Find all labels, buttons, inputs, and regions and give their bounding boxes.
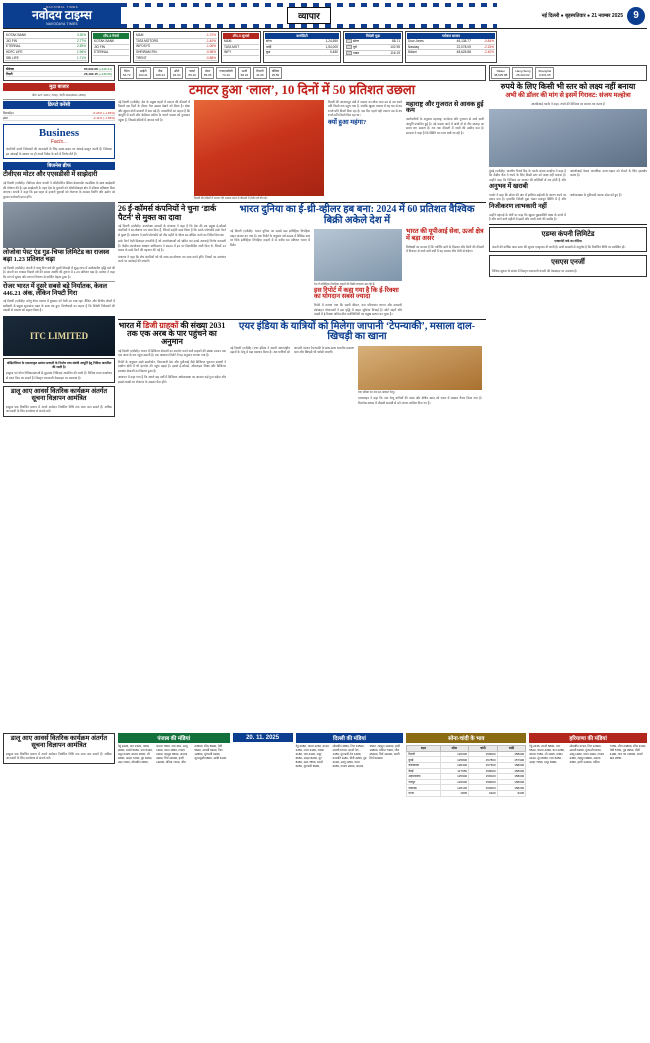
global-ticker-item: Hang Seng 25,220.02 — [512, 67, 533, 79]
flag-icon — [346, 45, 352, 49]
losers-rates-box: M&M -1.72% TATA MOTORS -1.40% INFOSYS -1.06% SHRIRAM FIN -0.98% TRENT -0.88% — [133, 31, 219, 63]
itc-ad-body: इच्छुक एवं योग्य निविदादाताओं से मुहरबंद निविदाएं आमंत्रित की जाती हैं। निविदा प्रपत्र कार्यालय से प्राप्त किए जा सकते हैं। विस्तृत जानकारी वेबसाइट पर उपलब्ध है। — [6, 371, 112, 380]
brief-text: नई दिल्ली (एजेंसी)। कंपनी ने चालू वित्त वर्ष की दूसरी तिमाही में शुद्ध लाभ में उल्लेखनीय वृद्धि दर्ज की है। कंपनी का राजस्व पिछले वर्ष की समान अवधि की तुलना में 1.23 प्रतिशत बढ़ा है। प्रबंधन ने कहा कि मांग में सुधार और लागत नियंत्रण से मार्जिन बेहतर हुआ है। — [3, 265, 115, 279]
sector-ticker — [118, 65, 486, 81]
crypto-section-head: क्रिप्टो करेंसी — [3, 101, 115, 109]
logo-sub-text: NAVODAYA TIMES — [46, 22, 78, 26]
global-table: Dow Jones 46,138.77 -0.84% Nasdaq 22,078.05 -2.15% Nikkei 48,625.88 -2.40% — [408, 39, 494, 55]
ticker-item: रिटेल 54.72 — [120, 67, 134, 79]
itc-ad-box — [3, 358, 115, 383]
business-facts-box — [3, 124, 115, 159]
global-market-box — [405, 31, 497, 63]
bottom-ad-text: इच्छुक पक्ष निर्धारित प्रारूप में अपने आवेदन निर्धारित तिथि तक जमा करा सकते हैं। अधिक जानकारी के लिए कार्यालय से संपर्क करें। — [6, 404, 112, 414]
lead-photo — [194, 100, 324, 196]
ticker-item: मेटल 85.06 — [201, 67, 215, 79]
ecommerce-headline: 26 ई-कॉमर्स कंपनियों ने चुना ‘डार्क पैटर्न’ से मुक्त का दावा — [118, 204, 217, 222]
ticker-item: बैंक 108.44 — [153, 67, 168, 79]
table-row: पटना 1805 9100 9300 — [408, 791, 525, 796]
e3w-sub1: इस रिपोर्ट में कहा गया है कि ई-रिक्शा का योगदान सबसे ज्यादा — [314, 286, 399, 301]
digital-headline — [118, 322, 226, 347]
newspaper-logo — [3, 3, 121, 28]
commodity-box — [263, 31, 341, 63]
forex-box — [343, 31, 403, 63]
table-row: चेन्नई 117550 158000 158000 — [408, 768, 525, 773]
right-ad-1-title: एडम्स कंपनी लिमिटेड — [541, 229, 595, 238]
bottom-ad-title: डालू आए आवर्स वितरिक कार्यक्रम अंतर्गत सूचना विज्ञापन आमंत्रित — [10, 388, 108, 402]
lead-text-col2: दिल्ली की आजादपुर मंडी में टमाटर का थोक भाव 20 से 30 रुपये प्रति किलो तक पहुंच गया है, जबकि खुदरा बाजार में यह 50 से 60 रुपये प्रति किलो बिक रहा है। दस दिन पहले यही टमाटर 30 से 35 रुपये प्रति किलो मिल रहा था। — [328, 99, 402, 118]
right-ad-1-text: कंपनी की वार्षिक आम सभा की सूचना एतद्द्वारा दी जाती है। सभी सदस्यों से अनुरोध है कि निर्धारित तिथि पर उपस्थित हों। — [492, 244, 626, 249]
story-digital — [118, 322, 226, 405]
masthead — [3, 3, 647, 29]
rbi-sub-text-1: गवर्नर ने कहा कि डॉलर की मांग में हालिया बढ़ोतरी के कारण रुपये पर दबाव बना है। हालांकि विदेशी मुद्रा भंडार मजबूत स्थिति में है और अर्थव्यवस्था के बुनियादी कारक ठोस बने हुए हैं। — [489, 192, 622, 202]
right-ad-2-title: एसएस एनर्जी — [551, 258, 585, 267]
indices-box — [3, 65, 115, 81]
bank-rates-box: KOTAK BANK 3.30% JIO FIN 2.77% ETERNAL 2.59% HDFC LIFE 1.96% SBI LIFE 1.71% — [3, 31, 89, 63]
nifty-change: (+139.50) — [98, 71, 112, 76]
story-e3wheeler — [230, 205, 484, 317]
secondary-stories-row — [118, 205, 486, 317]
ecommerce-text-1: नई दिल्ली (एजेंसी)। उपभोक्ता मामलों के मंत्रालय ने कहा है कि देश की 26 प्रमुख ई-कॉमर्स कंपनियों ने स्व-घोषणा पत्र जमा किए हैं, जिनमें उन्होंने दावा किया है कि उनके प्लेटफॉर्म डार्क पैटर्न से मुक्त हैं। मंत्रालय ने सभी प्लेटफॉर्म को तीन महीने के भीतर स्व-ऑडिट करने का निर्देश दिया था। — [118, 223, 226, 237]
airindia-headline: एयर इंडिया के यात्रियों को मिलेगा जापानी ‘टेपन्याकी’, मसाला दाल-खिचड़ी का खाना — [238, 320, 476, 343]
lead-story — [118, 83, 486, 200]
bottom-left-ad-title: डालू आए आवर्स वितरिक कार्यक्रम अंतर्गत सूचना विज्ञापन आमंत्रित — [10, 735, 108, 749]
table-row: दिल्ली 126000 158000 158000 — [408, 752, 525, 757]
digital-text-2: रिपोर्ट के अनुसार सस्ते स्मार्टफोन, किफायती डेटा और यूपीआई जैसे डिजिटल भुगतान साधनों ने ग्रामीण क्षेत्रों में भी इंटरनेट की पहुंच बढ़ाई है। इससे ई-कॉमर्स, ऑनलाइन शिक्षा और डिजिटल स्वास्थ्य सेवाओं का विस्तार हुआ है। — [118, 359, 226, 373]
logo-main-text: नवोदय टाइम्स — [32, 8, 92, 22]
brief-item — [3, 284, 115, 313]
mandi-block — [3, 733, 647, 797]
table-row: जयपुर 126000 158000 158000 — [408, 780, 525, 785]
section-kicker: व्यापार — [287, 7, 331, 24]
forex-title: विदेशी मुद्रा — [345, 33, 401, 39]
itc-ad-title: ITC LIMITED — [29, 330, 89, 341]
table-row: कोलकाता 128400 157500 158000 — [408, 763, 525, 768]
e3w-photo — [314, 229, 402, 281]
flag-icon — [346, 39, 352, 43]
global-title: ग्लोबल बाजार — [407, 33, 495, 39]
e3w-photo-caption: देश में इलेक्ट्रिक तिपहिया वाहनों की बिक्री लगातार बढ़ रही है। — [314, 281, 376, 286]
mandi-date: 20. 11. 2025 — [233, 733, 293, 742]
ecommerce-text-3: मंत्रालय ने कहा कि शेष कंपनियों को भी जल्द स्व-घोषणा पत्र जमा करने होंगे। नियमों का उल्लंघन करने पर कार्रवाई की जाएगी। — [118, 254, 226, 264]
table-row: लखनऊ 126100 158200 158200 — [408, 785, 525, 790]
commodity-title: कमोडिटी — [265, 33, 339, 39]
airindia-text-2: एयरलाइन ने कहा कि नया मेन्यू यात्रियों की पसंद और क्षेत्रीय स्वाद को ध्यान में रखकर तैयार किया गया है। बिजनेस क्लास में मौसमी सामग्री से बने व्यंजन शामिल किए गए हैं। — [358, 396, 482, 405]
nifty-label: निफ्टी — [6, 71, 13, 76]
global-ticker — [489, 65, 647, 81]
left-column — [3, 83, 115, 417]
rbi-kicker: आरबीआई गवर्नर ने कहा- रुपये की विनिमय दर बाजार तय करता है — [531, 102, 605, 107]
story-airindia — [230, 322, 484, 405]
rbi-sub-text-2: उन्होंने महंगाई के मोर्चे पर कहा कि खुदरा मुद्रास्फीति लक्ष्य के दायरे में है और आने वाले महीनों में इसमें और नरमी आने की उम्मीद है। — [489, 212, 566, 222]
currency-line: सेल 127.100 (-700), चांदी 160,800 (-800) — [32, 92, 86, 97]
crypto-change: -0.24% (-1.83%) — [92, 111, 115, 116]
flag-icon — [346, 51, 352, 55]
right-ad-2-text: निविदा सूचना के संबंध में विस्तृत जानकारी कंपनी की वेबसाइट पर उपलब्ध है। — [492, 269, 578, 274]
punjab-mandi — [118, 733, 230, 797]
ticker-item: एफएमसीजी 73.10 — [216, 67, 235, 79]
brief-title: रोजर भारत में दूसरे सबसे बड़े निर्यातक, केवल 446.21 अंक, लेकिन निफ्टी गिरा — [3, 282, 107, 297]
lead-photo-caption: दिल्ली की मंडियों में टमाटर की आवक घटने से कीमतों में तेजी दर्ज की गई। — [194, 196, 268, 201]
logo-top-text: NAVJOBAL TIMES — [45, 5, 79, 9]
airindia-text-1: नई दिल्ली (एजेंसी)। एयर इंडिया ने अपनी अंतरराष्ट्रीय उड़ानों के मेन्यू में बड़ा बदलाव किया है। अब यात्रियों को जापानी व्यंजन टेपन्याकी के साथ-साथ भारतीय मसाला दाल और खिचड़ी भी परोसी जाएगी। — [230, 345, 354, 355]
lead-text-col1: नई दिल्ली (एजेंसी)। देश के प्रमुख शहरों में टमाटर की कीमतों में पिछले दस दिनों के दौरान तेज उछाल देखने को मिला है। थोक और खुदरा दोनों बाजारों में दाम बढ़े हैं। व्यापारियों का कहना है कि आपूर्ति में कमी और बेमौसम बारिश के चलते फसल को नुकसान पहुंचा है, जिससे मंडियों में आवक घटी है। — [118, 99, 190, 122]
gold-col-silver: चांदी — [469, 746, 498, 752]
business-facts-subtitle: Facts... — [50, 139, 68, 146]
rbi-subheadline: अभी की डॉलर की मांग से इसमें गिरावट: संजय मल्होत्रा — [505, 92, 631, 100]
brief-text: नई दिल्ली (एजेंसी)। घरेलू शेयर बाजार में बुधवार को तेजी का रुख रहा। बैंकिंग और वित्तीय शेयरों में खरीदारी से प्रमुख सूचकांक बढ़त के साथ बंद हुए। विश्लेषकों का कहना है कि विदेशी निवेशकों की वापसी से बाजार को सहारा मिला है। — [3, 299, 115, 313]
business-facts-title: Business — [38, 127, 80, 140]
brief-item — [3, 250, 115, 279]
lead-sub2: महाराष्ट्र और गुजरात से आवक हुई कम — [406, 100, 484, 115]
brief-item — [3, 172, 115, 199]
digital-headline-post: की संख्या 2031 तक एक अरब के पार पहुंचने का अनुमान — [127, 320, 226, 347]
brief-text: नई दिल्ली (एजेंसी)। टीवीएस मोटर कंपनी ने ऑटोमोटिव स्किल डेवलपमेंट काउंसिल के साथ साझेदारी की घोषणा की है। इस साझेदारी के तहत देश के युवाओं को ऑटोमोबाइल क्षेत्र में कौशल प्रशिक्षण दिया जाएगा। कंपनी ने कहा कि इस पहल से हजारों युवाओं को रोजगार के अवसर मिलेंगे और उद्योग को कुशल कर्मचारी प्राप्त होंगे। — [3, 181, 115, 199]
brief-photo — [3, 202, 115, 248]
ticker-item: रियल्टी 41.05 — [253, 67, 267, 79]
sensex-change: (+446.21) — [98, 66, 112, 71]
nifty-value: 26,192.15 — [84, 71, 98, 76]
table-row: अहमदाबाद 125900 158100 158000 — [408, 774, 525, 779]
e3w-headline: भारत दुनिया का ई-थ्री-व्हीलर हब बना: 2024 में 60 प्रतिशत वैश्विक बिक्री अकेले देश में — [239, 204, 475, 226]
rbi-sub-head-1: अनुभव में खराबी — [489, 183, 528, 191]
rbi-text: मुंबई (एजेंसी)। भारतीय रिजर्व बैंक के गवर्नर संजय मल्होत्रा ने कहा है कि केंद्रीय बैंक ने रुपये के लिए किसी स्तर को लक्ष्य नहीं बनाया है। उन्होंने कहा कि विनिमय दर बाजार की शक्तियों से तय होती है और आरबीआई केवल अत्यधिक उतार-चढ़ाव को रोकने के लिए हस्तक्षेप करता है। — [489, 168, 647, 182]
right-ad-2 — [489, 255, 647, 276]
bottom-left-ad — [3, 733, 115, 764]
global-ticker-item: Nikkei 48,625.88 — [491, 67, 510, 79]
gold-rates-table — [406, 745, 526, 797]
digital-text-1: नई दिल्ली (एजेंसी)। भारत में डिजिटल सेवाओं का उपयोग करने वाले ग्राहकों की संख्या 2031 तक एक अरब के पार पहुंच सकती है। एक अध्ययन रिपोर्ट में यह अनुमान लगाया गया है। — [118, 348, 226, 358]
right-ad-1-subtitle: एक्सपोर्ट वर्क का नोटिस — [554, 238, 582, 243]
digital-headline-highlight: डिजी ग्राहकों — [142, 320, 179, 330]
loser-row-name: M&M — [135, 33, 190, 38]
business-facts-text: कंपनियों अपने निवेशकों की जानकारी के लिए समय-समय पर आंकड़े प्रस्तुत करती हैं। निवेशक इन आंकड़ों के आधार पर ही अपने निवेश के बारे में निर्णय लेते हैं। — [6, 147, 112, 156]
crypto-name: बिटकॉइन — [3, 111, 14, 116]
loser-row-name: TATA MOTORS — [135, 38, 190, 44]
crypto-change: -2.11% (-1.65%) — [92, 116, 115, 121]
ticker-item: ऊर्जा 58.22 — [238, 67, 252, 79]
digital-text-3: अध्ययन में कहा गया है कि अगले छह वर्षों में डिजिटल अर्थव्यवस्था का आकार कई गुना बढ़ेगा और इससे लाखों नए रोजगार के अवसर पैदा होंगे। — [118, 375, 226, 384]
date-line: नई दिल्ली ● बृहस्पतिवार ● 21 नवम्बर 2025 — [541, 12, 623, 19]
delhi-mandi — [296, 733, 404, 797]
ticker-item: मीडिया 25.50 — [269, 67, 283, 79]
brief-title: टीवीएस मोटर और एएसडीसी में साझेदारी — [3, 171, 98, 179]
digital-headline-pre: भारत में — [118, 320, 141, 330]
decorative-strip-bottom — [121, 24, 497, 28]
ecommerce-text-2: डार्क पैटर्न ऐसी डिजाइन तकनीकें हैं जो उपभोक्ताओं को भ्रमित कर उनसे अनचाहे निर्णय करवाती हैं। केंद्रीय उपभोक्ता संरक्षण प्राधिकरण ने 2023 में इन पर दिशानिर्देश जारी किए थे, जिनमें 13 प्रकार के डार्क पैटर्न की पहचान की गई है। — [118, 239, 226, 253]
lead-headline: टमाटर हुआ ‘लाल’, 10 दिनों में 50 प्रतिशत उछला — [188, 81, 416, 97]
haryana-mandi-list: गेहूं 2435, सरसों 5800, चना 5520, बाजरा 2390, धान 2280, कपास 7350, जौ 1925, मक्का 2140, मूंग 8050, ग्वार 5250, अरहर 7350, मसूर 6380, सोयाबीन 4720, तिल 12600, अलसी 6350, मूंगफली 6150, आलू 1280, प्याज 1920, टमाटर 2450, लहसुन 9800, अदरक 4350, हल्दी 13400, धनिया 7250, जीरा 24800, सौंफ 9100, मेथी 5750, गुड़ 3950, चीनी 4180, ग्वार गम 10500, सरसों खल 2650 — [529, 744, 647, 764]
top-losers-title: टॉप-3 लूजर्स — [223, 33, 259, 39]
sensex-label: सेंसेक्स — [6, 66, 14, 71]
lead-text-col3: कारोबारियों के अनुसार महाराष्ट्र, कर्नाटक और गुजरात से आने वाली आपूर्ति प्रभावित हुई है। नई फसल आने में अभी दो से तीन सप्ताह का समय लग सकता है। तब तक कीमतों में नरमी की उम्मीद कम है। सरकार ने कहा है कि स्थिति पर नजर रखी जा रही है। — [406, 117, 484, 135]
bottom-left-ad-text: इच्छुक पक्ष निर्धारित प्रारूप में अपने आवेदन निर्धारित तिथि तक जमा करा सकते हैं। अधिक जानकारी के लिए कार्यालय से संपर्क करें। — [6, 751, 112, 761]
delhi-mandi-list: गेहूं 2680, चावल 4250, बाजरा 2450, ज्वार 3100, मक्का 2180, चना 6100, मसूर 6650, अरहर 8200, मूंग 8450, उड़द 7850, सरसों 6250, मूंगफली 6500, सोयाबीन 4850, तिल 13500, अलसी 6700, सरसों तेल 1450, मूंगफली तेल 1680, वनस्पति 1180, चीनी 4250, गुड़ 4100, आलू 1350, प्याज 2050, टमाटर 2600, अदरक 4500, लहसुन 10200, हल्दी 13800, धनिया 7400, जीरा 25200, मिर्च 12200, काली मिर्च 62000 — [295, 744, 401, 768]
ticker-item: ऑटो 94.30 — [170, 67, 184, 79]
currency-section-head: मुद्रा बाजार — [3, 83, 115, 91]
sensex-value: 85,632.68 — [84, 66, 98, 71]
mandi-date-col — [233, 733, 293, 797]
ticker-item: फार्मा 89.10 — [185, 67, 199, 79]
itc-ad-banner — [3, 316, 115, 356]
story-row-2 — [118, 322, 486, 405]
brief-title: लोजोवा पेस्ट एंड गुड-चिप्स लिमिटेड का राजस्व बढ़ा 1.23 प्रतिशत चढ़ा — [3, 249, 110, 263]
gold-col-extra: चांदी — [497, 746, 526, 752]
right-ad-1 — [489, 227, 647, 253]
main-column — [118, 83, 486, 417]
commodity-table: सोना 1,24,550 चांदी 1,54,000 क्रूड 5,480 — [266, 39, 338, 55]
e3w-text-3: विशेषज्ञों का मानना है कि चार्जिंग ढांचे के विस्तार और बैटरी की कीमतों में गिरावट से आने वाले वर्षों में यह बाजार और तेजी से बढ़ेगा। — [406, 244, 484, 254]
global-ticker-item: Shanghai 3,931.05 — [535, 67, 554, 79]
table-row: मुंबई 125800 157800 157900 — [408, 757, 525, 762]
top-losers-box: टॉप-3 लूजर्स M&M TATA MOT INFY — [221, 31, 261, 63]
lead-sub1: क्यों हुआ महंगा? — [328, 118, 367, 126]
haryana-mandi-head: हरियाणा की मंडियां — [529, 733, 647, 743]
gold-rates-head: सोना-चांदी के भाव — [406, 733, 526, 743]
delhi-mandi-head: दिल्ली की मंडियां — [296, 733, 404, 743]
gold-col-city: शहर — [407, 746, 440, 752]
rbi-headline: रुपये के लिए किसी भी स्तर को लक्ष्य नहीं बनाया — [500, 81, 636, 91]
airindia-photo-caption: एयर इंडिया का नया इन-फ्लाइट मेन्यू। — [358, 390, 395, 395]
gold-silver-rates — [406, 733, 526, 797]
punjab-mandi-head: पंजाब की मंडियां — [118, 733, 230, 743]
forex-table: डॉलर 88.71 यूरो 102.95 पाउंड 116.19 — [345, 39, 401, 56]
top-gainers-box — [91, 31, 131, 63]
loser-row-name: INFOSYS — [135, 44, 190, 50]
punjab-mandi-list: गेहूं 2425, धान 2320, मक्का 2090, सरसों 5650, चना 5440, मसूर 6425, बाजरा 2500, जौ 1890, अरहर 7200, मूंग 8150, उड़द 7400, सोयाबीन 4650, कपास 7500, गन्ना 391, आलू 1200, प्याज 1850, टमाटर 2200, लहसुन 9500, अदरक 4200, मिर्च 11500, हल्दी 13200, धनिया 7100, जीरा 24500, सौंफ 8900, मेथी 5600, अलसी 6400, तिल 12800, मूंगफली 6200, सूरजमुखी 6800, अरंडी 6100 — [117, 744, 227, 764]
itc-ad-subtitle: ऑडिटोरियम के एकल्लकृत प्रबंधन प्रणाली के निर्माण तथा संबंधी आपूर्ति हेतु निविदा आमंत्रित की जाती है। — [6, 360, 112, 369]
indices-band — [3, 65, 647, 81]
rbi-sub-head-2: निजीकरण लाभकारी नहीं — [489, 202, 547, 210]
right-column — [489, 83, 647, 417]
rbi-governor-photo — [489, 109, 647, 167]
crypto-name: इथर — [3, 116, 8, 121]
top-gainers-title: टॉप-3 गेनर्स — [93, 33, 129, 39]
e3w-text-2: रिपोर्ट में बताया गया कि सस्ती कीमत, कम परिचालन लागत और सरकारी प्रोत्साहन योजनाओं ने इस वृद्धि में अहम भूमिका निभाई है। छोटे शहरों और कस्बों में ई-रिक्शा अंतिम मील कनेक्टिविटी का प्रमुख साधन बन चुका है। — [314, 303, 402, 317]
haryana-mandi — [529, 733, 647, 797]
bottom-ad-box — [3, 386, 115, 417]
e3w-sub2: भारत की यूपीआई सेवा, ऊर्जा क्षेत्र में बड़ा असर — [406, 228, 484, 242]
left-bottom-ads — [3, 733, 115, 797]
page-number: 9 — [627, 7, 645, 25]
market-band — [3, 31, 647, 63]
e3w-text-1: नई दिल्ली (एजेंसी)। भारत दुनिया का सबसे बड़ा इलेक्ट्रिक तिपहिया वाहन बाजार बन गया है। एक रिपोर्ट के अनुसार वर्ष 2024 में वैश्विक स्तर पर बिके इलेक्ट्रिक तिपहिया वाहनों में से करीब 60 प्रतिशत भारत में बिके। — [230, 229, 310, 247]
airindia-photo — [358, 346, 482, 390]
top-gainers-table: KOTAK BANK JIO FIN ETERNAL — [93, 39, 129, 56]
story-ecommerce — [118, 205, 226, 317]
gold-col-gold: सोना — [440, 746, 469, 752]
business-brief-head: बिजनेस ब्रीफ — [3, 162, 115, 170]
ticker-item: आईटी 104.21 — [136, 67, 151, 79]
